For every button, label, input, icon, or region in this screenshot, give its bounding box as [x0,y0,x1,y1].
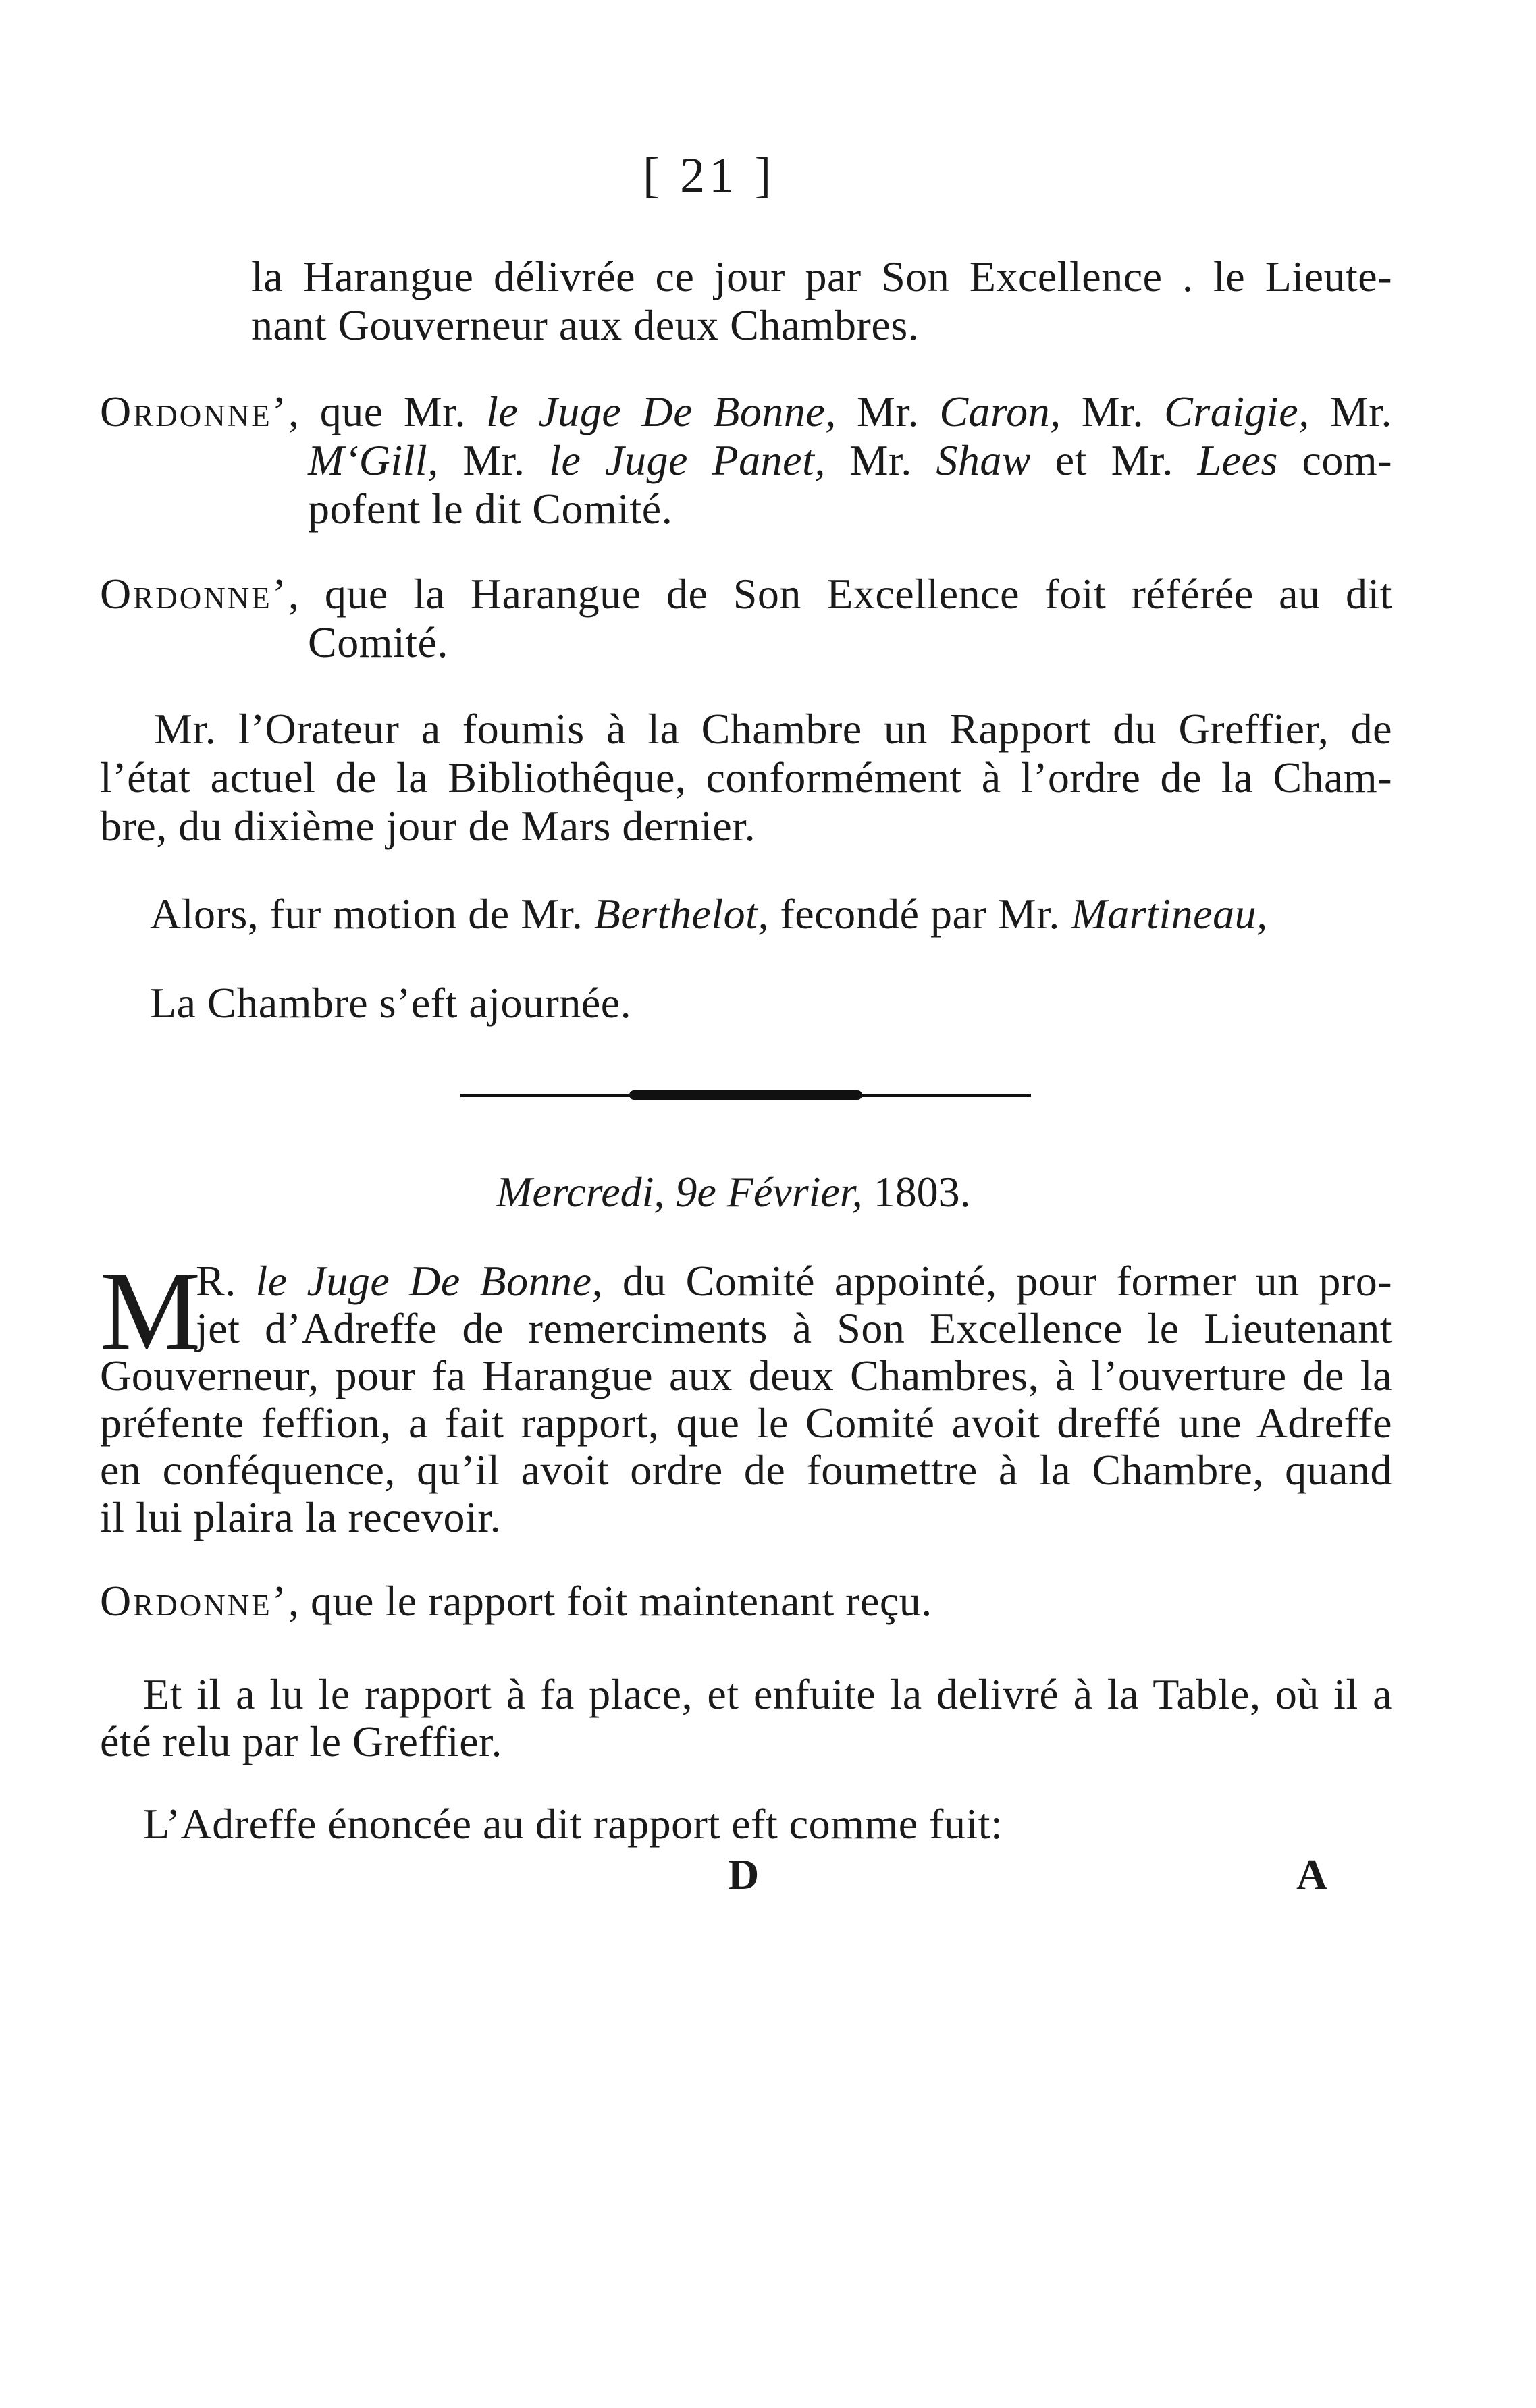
text-line: Alors, fur motion de Mr. Berthelot, fecondé par Mr. Martineau, [150,890,1268,938]
name-mgill: M‘Gill, [308,436,439,484]
text-line: L’Adreffe énoncée au dit rapport eft comme fuit: [143,1800,1003,1848]
ordonne-label: Ordonne’ [100,570,289,618]
text-line: Mr. l’Orateur a foumis à la Chambre un Rapport du Greffier, de [154,705,1392,753]
name-panet: le Juge Panet, [549,436,826,484]
name-lees: Lees [1197,436,1278,484]
name-de-bonne: le Juge De Bonne, [486,387,837,435]
text-line: Gouverneur, pour fa Harangue aux deux Chambres, à l’ouverture de la [100,1352,1392,1399]
text-line: il lui plaira la recevoir. [100,1493,502,1541]
name-shaw: Shaw [936,436,1032,484]
text-line: jet d’Adreffe de remerciments à Son Excellence le Lieutenant [196,1304,1392,1352]
ordonne-label: Ordonne’ [100,1577,289,1625]
text-line: bre, du dixième jour de Mars dernier. [100,802,756,850]
ordonne-label: Ordonne’ [100,387,289,435]
name-de-bonne: le Juge De Bonne, [255,1257,604,1305]
text-line: l’état actuel de la Bibliothêque, conformément à l’ordre de la Cham- [100,753,1392,801]
text-line: préfente feffion, a fait rapport, que le Comité avoit dreffé une Adreffe [100,1399,1392,1447]
name-martineau: Martineau, [1071,890,1268,938]
text-line: Ordonne’, que Mr. le Juge De Bonne, Mr. Caron, Mr. Craigie, Mr. [100,387,1393,435]
section-divider [460,1090,1031,1100]
text-line: en conféquence, qu’il avoit ordre de foumettre à la Chambre, quand [100,1446,1392,1494]
text-line: pofent le dit Comité. [308,485,673,533]
signature-mark: D [728,1850,760,1898]
text-line: R. le Juge De Bonne, du Comité appointé, pour former un pro- [196,1257,1393,1305]
page-number: [ 21 ] [643,148,776,203]
text-line: La Chambre s’eft ajournée. [150,979,632,1027]
name-berthelot: Berthelot, [593,890,769,938]
text-line: la Harangue délivrée ce jour par Son Excellence . le Lieute- [251,252,1392,300]
name-craigie: Craigie, [1164,387,1310,435]
drop-cap: M [100,1248,201,1374]
text-line: Ordonne’, que la Harangue de Son Excellence foit référée au dit [100,570,1392,618]
text-line: M‘Gill, Mr. le Juge Panet, Mr. Shaw et Mr. Lees com- [308,436,1393,484]
name-caron: Caron, [939,387,1061,435]
text-line: Ordonne’, que le rapport foit maintenant reçu. [100,1577,932,1625]
date-heading: Mercredi, 9e Février, 1803. [496,1168,971,1216]
catchword: A [1296,1850,1328,1898]
text-line: nant Gouverneur aux deux Chambres. [251,301,920,349]
text-line: Et il a lu le rapport à fa place, et enfuite la delivré à la Table, où il a [143,1670,1392,1718]
text-line: Comité. [308,618,448,666]
text-line: été relu par le Greffier. [100,1717,502,1765]
